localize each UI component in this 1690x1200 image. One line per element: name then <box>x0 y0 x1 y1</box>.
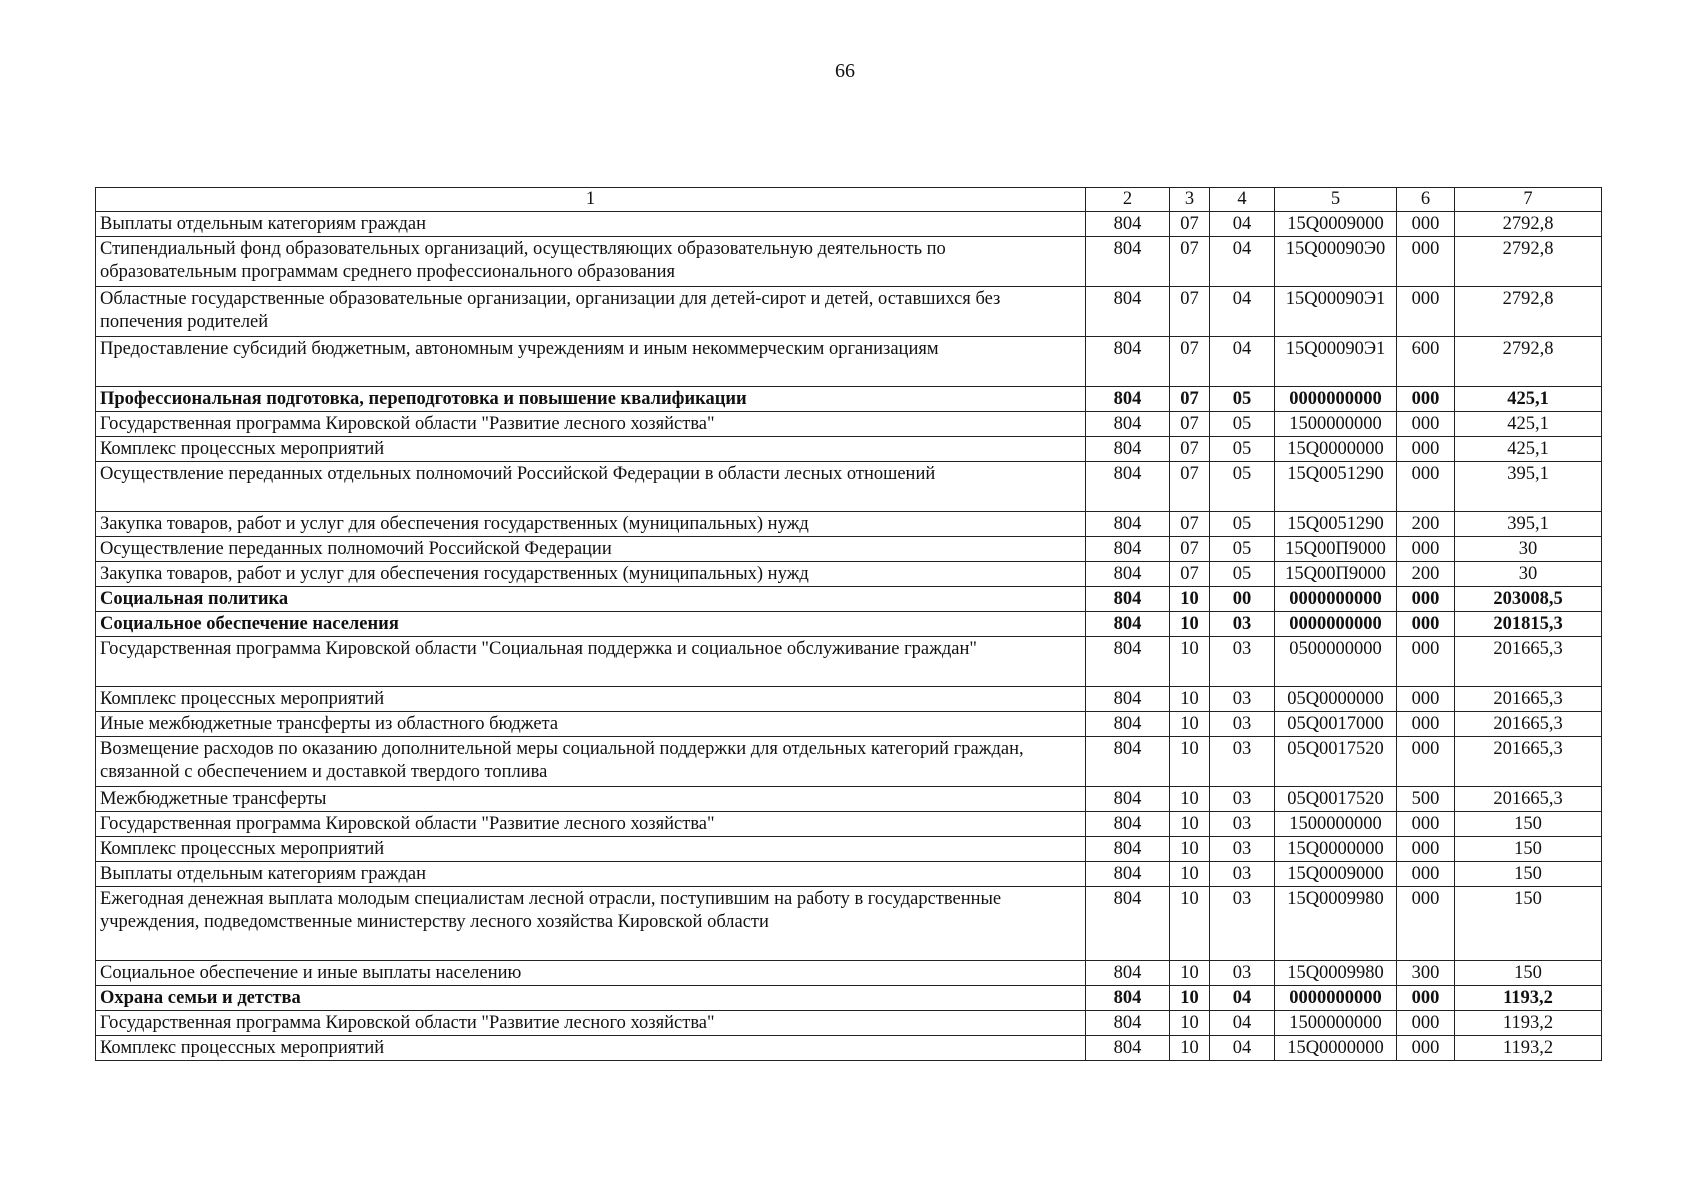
column-header: 4 <box>1210 188 1275 212</box>
table-row <box>96 837 1602 862</box>
admin-code-cell: 804 <box>1086 712 1170 737</box>
target-article-cell: 15Q0051290 <box>1275 512 1397 537</box>
row-name-cell: Государственная программа Кировской области "Развитие лесного хозяйства" <box>96 1011 1086 1036</box>
subsection-cell: 04 <box>1210 287 1275 337</box>
admin-code-cell: 804 <box>1086 337 1170 387</box>
budget-table <box>95 187 1602 1061</box>
section-cell: 07 <box>1170 537 1210 562</box>
page-number: 66 <box>835 60 855 82</box>
admin-code-cell: 804 <box>1086 412 1170 437</box>
target-article-cell: 15Q0000000 <box>1275 1036 1397 1061</box>
subsection-cell: 00 <box>1210 587 1275 612</box>
target-article-cell: 15Q0009000 <box>1275 212 1397 237</box>
column-header: 7 <box>1455 188 1602 212</box>
admin-code-cell: 804 <box>1086 612 1170 637</box>
amount-cell: 425,1 <box>1455 437 1602 462</box>
target-article-cell: 0000000000 <box>1275 587 1397 612</box>
amount-cell: 30 <box>1455 562 1602 587</box>
section-cell: 10 <box>1170 687 1210 712</box>
subsection-cell: 04 <box>1210 1036 1275 1061</box>
target-article-cell: 15Q0009000 <box>1275 862 1397 887</box>
expense-type-cell: 000 <box>1397 737 1455 787</box>
amount-cell: 1193,2 <box>1455 1036 1602 1061</box>
admin-code-cell: 804 <box>1086 237 1170 287</box>
expense-type-cell: 000 <box>1397 712 1455 737</box>
row-name-cell: Ежегодная денежная выплата молодым специалистам лесной отрасли, поступившим на работу в государственные учреждения, подведомственные министерству лесного хозяйства Кировской области <box>96 887 1086 961</box>
section-cell: 07 <box>1170 462 1210 512</box>
amount-cell: 201665,3 <box>1455 687 1602 712</box>
expense-type-cell: 200 <box>1397 512 1455 537</box>
amount-cell: 150 <box>1455 862 1602 887</box>
table-body <box>96 212 1602 1061</box>
table-row <box>96 212 1602 237</box>
admin-code-cell: 804 <box>1086 687 1170 712</box>
table-row <box>96 537 1602 562</box>
expense-type-cell: 600 <box>1397 337 1455 387</box>
table-row <box>96 887 1602 961</box>
admin-code-cell: 804 <box>1086 837 1170 862</box>
target-article-cell: 0000000000 <box>1275 387 1397 412</box>
table-row <box>96 437 1602 462</box>
target-article-cell: 15Q00090Э1 <box>1275 287 1397 337</box>
subsection-cell: 03 <box>1210 862 1275 887</box>
section-cell: 07 <box>1170 387 1210 412</box>
expense-type-cell: 500 <box>1397 787 1455 812</box>
target-article-cell: 15Q0000000 <box>1275 837 1397 862</box>
target-article-cell: 15Q0009980 <box>1275 961 1397 986</box>
expense-type-cell: 200 <box>1397 562 1455 587</box>
table-row <box>96 287 1602 337</box>
column-header: 2 <box>1086 188 1170 212</box>
table-row <box>96 612 1602 637</box>
subsection-cell: 03 <box>1210 687 1275 712</box>
expense-type-cell: 000 <box>1397 687 1455 712</box>
table-row <box>96 562 1602 587</box>
row-name-cell: Закупка товаров, работ и услуг для обеспечения государственных (муниципальных) нужд <box>96 512 1086 537</box>
admin-code-cell: 804 <box>1086 512 1170 537</box>
table-row <box>96 787 1602 812</box>
subsection-cell: 03 <box>1210 961 1275 986</box>
subsection-cell: 03 <box>1210 812 1275 837</box>
amount-cell: 1193,2 <box>1455 1011 1602 1036</box>
admin-code-cell: 804 <box>1086 887 1170 961</box>
section-cell: 07 <box>1170 412 1210 437</box>
column-header: 5 <box>1275 188 1397 212</box>
amount-cell: 203008,5 <box>1455 587 1602 612</box>
subsection-cell: 04 <box>1210 212 1275 237</box>
row-name-cell: Областные государственные образовательные организации, организации для детей-сирот и детей, оставшихся без попечения родителей <box>96 287 1086 337</box>
target-article-cell: 0500000000 <box>1275 637 1397 687</box>
row-name-cell: Иные межбюджетные трансферты из областного бюджета <box>96 712 1086 737</box>
row-name-cell: Социальное обеспечение населения <box>96 612 1086 637</box>
section-cell: 10 <box>1170 787 1210 812</box>
section-cell: 07 <box>1170 337 1210 387</box>
target-article-cell: 05Q0000000 <box>1275 687 1397 712</box>
row-name-cell: Осуществление переданных отдельных полномочий Российской Федерации в области лесных отношений <box>96 462 1086 512</box>
subsection-cell: 04 <box>1210 337 1275 387</box>
amount-cell: 395,1 <box>1455 512 1602 537</box>
row-name-cell: Охрана семьи и детства <box>96 986 1086 1011</box>
expense-type-cell: 000 <box>1397 986 1455 1011</box>
column-header: 3 <box>1170 188 1210 212</box>
row-name-cell: Предоставление субсидий бюджетным, автономным учреждениям и иным некоммерческим организациям <box>96 337 1086 387</box>
admin-code-cell: 804 <box>1086 287 1170 337</box>
row-name-cell: Межбюджетные трансферты <box>96 787 1086 812</box>
amount-cell: 201665,3 <box>1455 712 1602 737</box>
table-row <box>96 412 1602 437</box>
expense-type-cell: 300 <box>1397 961 1455 986</box>
subsection-cell: 03 <box>1210 787 1275 812</box>
target-article-cell: 15Q0000000 <box>1275 437 1397 462</box>
row-name-cell: Комплекс процессных мероприятий <box>96 687 1086 712</box>
expense-type-cell: 000 <box>1397 437 1455 462</box>
expense-type-cell: 000 <box>1397 387 1455 412</box>
subsection-cell: 03 <box>1210 887 1275 961</box>
amount-cell: 425,1 <box>1455 387 1602 412</box>
expense-type-cell: 000 <box>1397 1036 1455 1061</box>
section-cell: 07 <box>1170 437 1210 462</box>
row-name-cell: Комплекс процессных мероприятий <box>96 1036 1086 1061</box>
section-cell: 10 <box>1170 712 1210 737</box>
target-article-cell: 05Q0017520 <box>1275 787 1397 812</box>
target-article-cell: 15Q00090Э1 <box>1275 337 1397 387</box>
subsection-cell: 05 <box>1210 412 1275 437</box>
target-article-cell: 05Q0017520 <box>1275 737 1397 787</box>
row-name-cell: Государственная программа Кировской области "Социальная поддержка и социальное обслуживание граждан" <box>96 637 1086 687</box>
section-cell: 10 <box>1170 737 1210 787</box>
section-cell: 10 <box>1170 587 1210 612</box>
subsection-cell: 05 <box>1210 512 1275 537</box>
section-cell: 10 <box>1170 1011 1210 1036</box>
expense-type-cell: 000 <box>1397 412 1455 437</box>
amount-cell: 2792,8 <box>1455 287 1602 337</box>
subsection-cell: 04 <box>1210 1011 1275 1036</box>
section-cell: 07 <box>1170 562 1210 587</box>
amount-cell: 395,1 <box>1455 462 1602 512</box>
section-cell: 07 <box>1170 512 1210 537</box>
row-name-cell: Государственная программа Кировской области "Развитие лесного хозяйства" <box>96 812 1086 837</box>
subsection-cell: 05 <box>1210 562 1275 587</box>
section-cell: 10 <box>1170 637 1210 687</box>
table-row <box>96 862 1602 887</box>
admin-code-cell: 804 <box>1086 787 1170 812</box>
admin-code-cell: 804 <box>1086 537 1170 562</box>
target-article-cell: 15Q00П9000 <box>1275 562 1397 587</box>
expense-type-cell: 000 <box>1397 612 1455 637</box>
admin-code-cell: 804 <box>1086 462 1170 512</box>
amount-cell: 150 <box>1455 812 1602 837</box>
subsection-cell: 03 <box>1210 712 1275 737</box>
admin-code-cell: 804 <box>1086 737 1170 787</box>
row-name-cell: Осуществление переданных полномочий Российской Федерации <box>96 537 1086 562</box>
amount-cell: 150 <box>1455 837 1602 862</box>
admin-code-cell: 804 <box>1086 961 1170 986</box>
table-row <box>96 237 1602 287</box>
expense-type-cell: 000 <box>1397 637 1455 687</box>
expense-type-cell: 000 <box>1397 212 1455 237</box>
table-row <box>96 1036 1602 1061</box>
table-header-row <box>96 188 1602 212</box>
row-name-cell: Социальное обеспечение и иные выплаты населению <box>96 961 1086 986</box>
expense-type-cell: 000 <box>1397 862 1455 887</box>
table-row <box>96 687 1602 712</box>
amount-cell: 201665,3 <box>1455 637 1602 687</box>
amount-cell: 425,1 <box>1455 412 1602 437</box>
admin-code-cell: 804 <box>1086 986 1170 1011</box>
subsection-cell: 05 <box>1210 537 1275 562</box>
admin-code-cell: 804 <box>1086 812 1170 837</box>
row-name-cell: Выплаты отдельным категориям граждан <box>96 862 1086 887</box>
table-row <box>96 512 1602 537</box>
row-name-cell: Закупка товаров, работ и услуг для обеспечения государственных (муниципальных) нужд <box>96 562 1086 587</box>
section-cell: 10 <box>1170 612 1210 637</box>
subsection-cell: 05 <box>1210 462 1275 512</box>
table-row <box>96 587 1602 612</box>
table-row <box>96 961 1602 986</box>
table-row <box>96 712 1602 737</box>
subsection-cell: 05 <box>1210 437 1275 462</box>
admin-code-cell: 804 <box>1086 437 1170 462</box>
table-row <box>96 462 1602 512</box>
section-cell: 10 <box>1170 862 1210 887</box>
section-cell: 10 <box>1170 1036 1210 1061</box>
target-article-cell: 1500000000 <box>1275 812 1397 837</box>
amount-cell: 1193,2 <box>1455 986 1602 1011</box>
table-row <box>96 337 1602 387</box>
admin-code-cell: 804 <box>1086 1036 1170 1061</box>
table-row <box>96 986 1602 1011</box>
target-article-cell: 1500000000 <box>1275 1011 1397 1036</box>
section-cell: 10 <box>1170 812 1210 837</box>
subsection-cell: 03 <box>1210 637 1275 687</box>
target-article-cell: 15Q00090Э0 <box>1275 237 1397 287</box>
column-header: 1 <box>96 188 1086 212</box>
table-row <box>96 1011 1602 1036</box>
expense-type-cell: 000 <box>1397 587 1455 612</box>
row-name-cell: Выплаты отдельным категориям граждан <box>96 212 1086 237</box>
amount-cell: 150 <box>1455 887 1602 961</box>
expense-type-cell: 000 <box>1397 887 1455 961</box>
row-name-cell: Государственная программа Кировской области "Развитие лесного хозяйства" <box>96 412 1086 437</box>
admin-code-cell: 804 <box>1086 862 1170 887</box>
target-article-cell: 1500000000 <box>1275 412 1397 437</box>
subsection-cell: 03 <box>1210 612 1275 637</box>
row-name-cell: Комплекс процессных мероприятий <box>96 437 1086 462</box>
expense-type-cell: 000 <box>1397 237 1455 287</box>
target-article-cell: 15Q0009980 <box>1275 887 1397 961</box>
amount-cell: 201815,3 <box>1455 612 1602 637</box>
amount-cell: 150 <box>1455 961 1602 986</box>
amount-cell: 201665,3 <box>1455 787 1602 812</box>
row-name-cell: Возмещение расходов по оказанию дополнительной меры социальной поддержки для отдельных категорий граждан, связанной с обеспечением и доставкой твердого топлива <box>96 737 1086 787</box>
row-name-cell: Профессиональная подготовка, переподготовка и повышение квалификации <box>96 387 1086 412</box>
expense-type-cell: 000 <box>1397 462 1455 512</box>
expense-type-cell: 000 <box>1397 1011 1455 1036</box>
expense-type-cell: 000 <box>1397 837 1455 862</box>
subsection-cell: 04 <box>1210 237 1275 287</box>
amount-cell: 201665,3 <box>1455 737 1602 787</box>
row-name-cell: Стипендиальный фонд образовательных организаций, осуществляющих образовательную деятельность по образовательным программам среднего профессионального образования <box>96 237 1086 287</box>
admin-code-cell: 804 <box>1086 587 1170 612</box>
subsection-cell: 03 <box>1210 737 1275 787</box>
expense-type-cell: 000 <box>1397 287 1455 337</box>
target-article-cell: 05Q0017000 <box>1275 712 1397 737</box>
admin-code-cell: 804 <box>1086 637 1170 687</box>
section-cell: 10 <box>1170 837 1210 862</box>
row-name-cell: Социальная политика <box>96 587 1086 612</box>
target-article-cell: 15Q00П9000 <box>1275 537 1397 562</box>
admin-code-cell: 804 <box>1086 562 1170 587</box>
subsection-cell: 03 <box>1210 837 1275 862</box>
target-article-cell: 0000000000 <box>1275 986 1397 1011</box>
expense-type-cell: 000 <box>1397 537 1455 562</box>
section-cell: 07 <box>1170 212 1210 237</box>
target-article-cell: 15Q0051290 <box>1275 462 1397 512</box>
admin-code-cell: 804 <box>1086 212 1170 237</box>
admin-code-cell: 804 <box>1086 1011 1170 1036</box>
section-cell: 07 <box>1170 237 1210 287</box>
section-cell: 10 <box>1170 986 1210 1011</box>
admin-code-cell: 804 <box>1086 387 1170 412</box>
amount-cell: 2792,8 <box>1455 337 1602 387</box>
section-cell: 10 <box>1170 961 1210 986</box>
row-name-cell: Комплекс процессных мероприятий <box>96 837 1086 862</box>
amount-cell: 2792,8 <box>1455 237 1602 287</box>
target-article-cell: 0000000000 <box>1275 612 1397 637</box>
column-header: 6 <box>1397 188 1455 212</box>
subsection-cell: 04 <box>1210 986 1275 1011</box>
subsection-cell: 05 <box>1210 387 1275 412</box>
table-row <box>96 637 1602 687</box>
expense-type-cell: 000 <box>1397 812 1455 837</box>
section-cell: 10 <box>1170 887 1210 961</box>
amount-cell: 2792,8 <box>1455 212 1602 237</box>
table-row <box>96 812 1602 837</box>
table-row <box>96 737 1602 787</box>
amount-cell: 30 <box>1455 537 1602 562</box>
table-row <box>96 387 1602 412</box>
section-cell: 07 <box>1170 287 1210 337</box>
